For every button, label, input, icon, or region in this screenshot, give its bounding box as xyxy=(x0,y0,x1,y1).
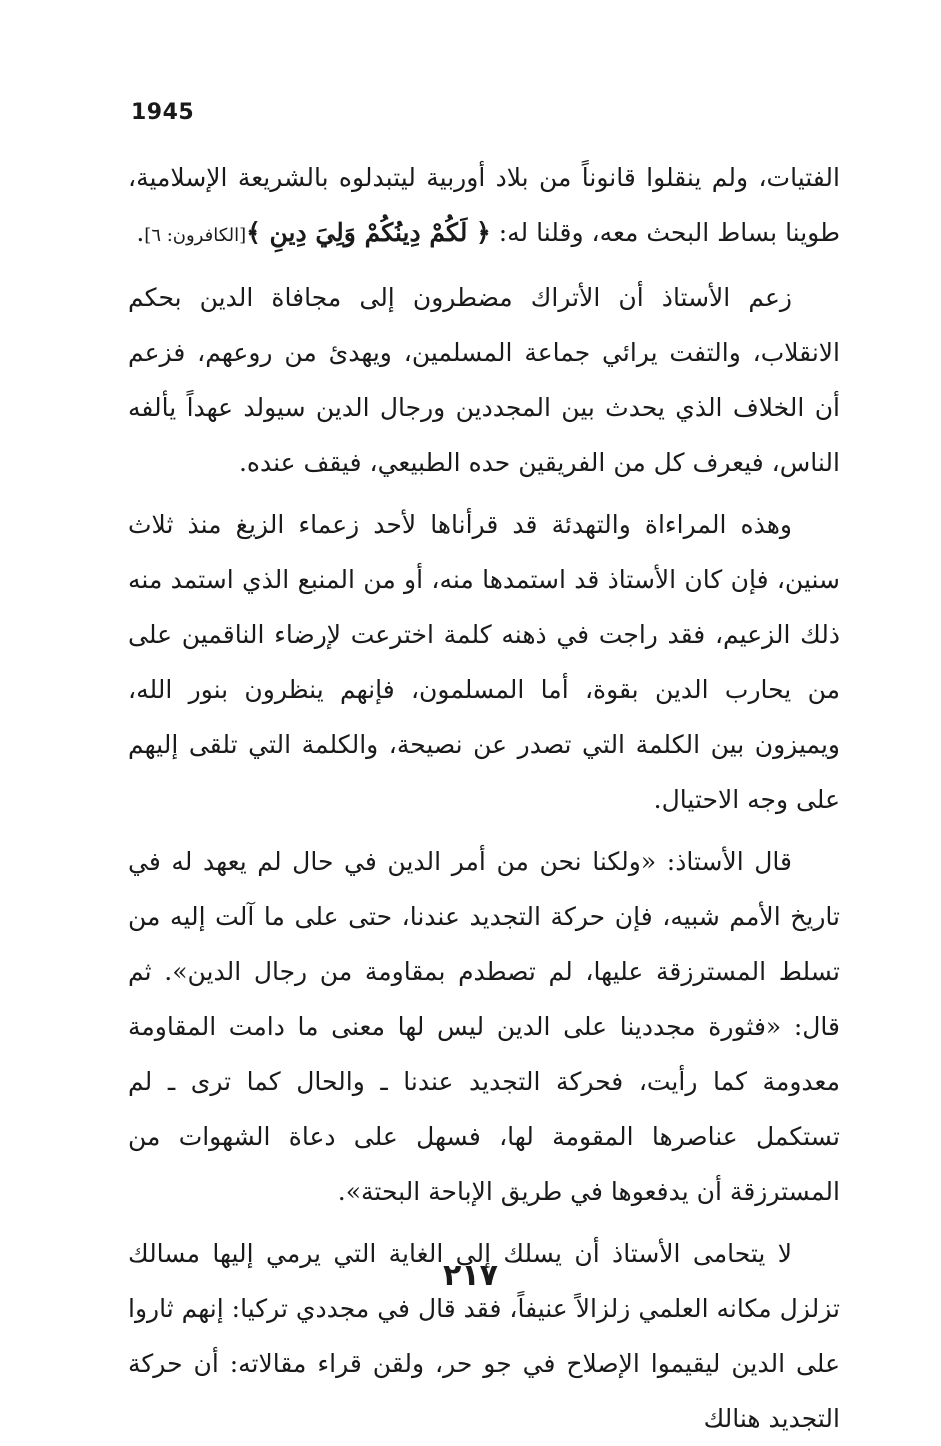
quran-verse: ﴿ لَكُمْ دِينُكُمْ وَلِيَ دِينِ ﴾ xyxy=(246,218,491,247)
paragraph-4: قال الأستاذ: «ولكنا نحن من أمر الدين في حال لم يعهد له في تاريخ الأمم شبيه، فإن حركة التجديد عندنا، حتى على ما آلت إليه من تسلط المسترزقة عليها، لم تصطدم بمقاومة من رجال الدين». ثم قال: «فثورة مجددينا على الدين ليس لها معنى ما دامت المقاومة معدومة كما رأيت، فحركة التجديد عندنا ـ والحال كما ترى ـ لم تستكمل عناصرها المقومة لها، فسهل على دعاة الشهوات من المسترزقة أن يدفعوها في طريق الإباحة البحتة». xyxy=(128,847,840,1206)
paragraph-1-text: الفتيات، ولم ينقلوا قانوناً من بلاد أوربية ليتبدلوه بالشريعة الإسلامية، طوينا بساط البحث معه، وقلنا له: xyxy=(128,163,840,247)
paragraph-3: وهذه المراءاة والتهدئة قد قرأناها لأحد زعماء الزيغ منذ ثلاث سنين، فإن كان الأستاذ قد استمدها منه، أو من المنبع الذي استمد منه ذلك الزعيم، فقد راجت في ذهنه كلمة اخترعت لإرضاء الناقمين على من يحارب الدين بقوة، أما المسلمون، فإنهم ينظرون بنور الله، ويميزون بين الكلمة التي تصدر عن نصيحة، والكلمة التي تلقى إليهم على وجه الاحتيال. xyxy=(128,510,840,814)
page-number: ٢١٧ xyxy=(443,1258,498,1293)
paragraph-1 xyxy=(128,150,840,263)
paragraph-2: زعم الأستاذ أن الأتراك مضطرون إلى مجافاة الدين بحكم الانقلاب، والتفت يرائي جماعة المسلمين، ويهدئ من روعهم، فزعم أن الخلاف الذي يحدث بين المجددين ورجال الدين سيولد عهداً يألفه الناس، فيعرف كل من الفريقين حده الطبيعي، فيقف عنده. xyxy=(128,283,840,477)
verse-citation: [الكافرون: ٦] xyxy=(144,225,247,246)
body-text xyxy=(128,150,840,1446)
page-year: 1945 xyxy=(131,100,195,125)
paragraph-1-end: . xyxy=(136,218,145,247)
paragraph-5: لا يتحامى الأستاذ أن يسلك إلى الغاية التي يرمي إليها مسالك تزلزل مكانه العلمي زلزالاً عنيفاً، فقد قال في مجددي تركيا: إنهم ثاروا على الدين ليقيموا الإصلاح في جو حر، ولقن قراء مقالاته: أن حركة التجديد هنالك xyxy=(128,1239,840,1433)
